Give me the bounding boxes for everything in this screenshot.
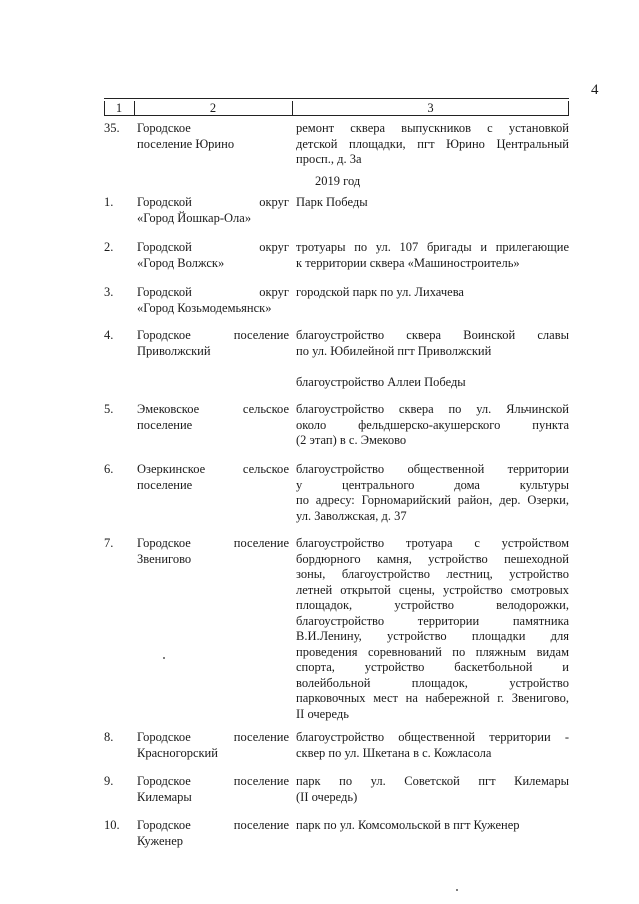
municipality-name [137, 285, 289, 316]
project-description-line: зоны, благоустройство лестниц, устройство [296, 567, 569, 581]
row-number: 10. [104, 818, 120, 832]
municipality-name [137, 730, 289, 761]
municipality-name-line: поселение Юрино [137, 136, 235, 151]
row-number: 3. [104, 285, 114, 299]
project-description-line: благоустройство сквера по ул. Яльчинской [296, 402, 569, 416]
municipality-name-line: Звенигово [137, 551, 192, 566]
municipality-name-line: Городское [137, 121, 191, 135]
municipality-name-line: поселение [137, 477, 193, 492]
project-description-line: просп., д. 3а [296, 152, 362, 166]
municipality-name-line: Озеркинское сельское [137, 462, 289, 476]
header-col-1: 1 [115, 101, 123, 115]
municipality-name-line: Городской округ [137, 195, 289, 209]
municipality-name-line: Городское поселение [137, 818, 289, 832]
municipality-name [137, 240, 289, 271]
project-description-line: по адресу: Горномарийский район, дер. Озерки, [296, 493, 569, 507]
municipality-name [137, 818, 289, 849]
municipality-name [137, 774, 289, 805]
municipality-name-line: Городское поселение [137, 774, 289, 788]
project-description-line: благоустройство сквера Воинской славы [296, 328, 569, 342]
municipality-name-line: Красногорский [137, 745, 218, 760]
project-description-line: волейбольной площадок, устройство [296, 675, 569, 690]
project-description-line: бордюрного камня, устройство пешеходной [296, 551, 569, 566]
row-number: 2. [104, 240, 114, 254]
municipality-name [137, 462, 289, 493]
row-number: 4. [104, 328, 114, 342]
municipality-name-line: Куженер [137, 833, 183, 848]
project-description-line: по ул. Юбилейной пгт Приволжский [296, 343, 492, 358]
spacer [296, 359, 569, 375]
row-number: 1. [104, 195, 114, 209]
row-number: 6. [104, 462, 114, 476]
project-description-line: детской площадки, пгт Юрино Центральный [296, 136, 569, 151]
project-description-line: спорта, устройство баскетбольной и [296, 660, 569, 674]
municipality-name-line: Эмековское сельское [137, 402, 289, 416]
scan-speck [456, 889, 458, 891]
municipality-name-line: Приволжский [137, 343, 211, 358]
municipality-name-line: Килемары [137, 789, 192, 804]
header-col-3: 3 [427, 101, 434, 115]
municipality-name-line: «Город Волжск» [137, 255, 225, 270]
municipality-name-line: «Город Йошкар-Ола» [137, 210, 252, 225]
project-description-line: парк по ул. Комсомольской в пгт Куженер [296, 818, 520, 832]
project-description-line: В.И.Ленину, устройство площадки для [296, 629, 569, 643]
municipality-name-line: Городское поселение [137, 328, 289, 342]
project-description-line: площадок, устройство велодорожки, [296, 598, 569, 612]
project-description [296, 536, 569, 722]
municipality-name [137, 195, 289, 226]
project-description-line: тротуары по ул. 107 бригады и прилегающие [296, 240, 569, 254]
project-description-line: летней открытой сцены, устройство смотровых [296, 582, 569, 597]
project-description-line: благоустройство тротуара с устройством [296, 536, 569, 550]
row-number: 35. [104, 121, 120, 135]
municipality-name-line: «Город Козьмодемьянск» [137, 300, 272, 315]
project-description-line: (2 этап) в с. Эмеково [296, 433, 407, 447]
header-col-2: 2 [209, 101, 217, 115]
project-description [296, 818, 569, 834]
municipality-name-line: Городской округ [137, 240, 289, 254]
project-description-line: городской парк по ул. Лихачева [296, 285, 464, 299]
project-description [296, 402, 569, 449]
table-header [104, 101, 569, 115]
row-number: 5. [104, 402, 114, 416]
municipality-name [137, 328, 289, 359]
municipality-name [137, 536, 289, 567]
municipality-name-line: Городское поселение [137, 730, 289, 744]
project-description-line: (II очередь) [296, 789, 358, 804]
municipality-name [137, 402, 289, 433]
project-description-line: ул. Заволжская, д. 37 [296, 508, 407, 523]
page-number: 4 [591, 82, 599, 98]
project-description [296, 121, 569, 168]
project-description [296, 285, 569, 301]
municipality-name-line: Городской округ [137, 285, 289, 299]
year-label: 2019 год [315, 174, 361, 188]
project-description-line: около фельдшерско-акушерского пункта [296, 417, 569, 432]
table-header-bottom-border [104, 115, 569, 116]
municipality-name-line: поселение [137, 417, 193, 432]
project-description-line: парк по ул. Советской пгт Килемары [296, 774, 569, 788]
row-number: 7. [104, 536, 114, 550]
project-description [296, 195, 569, 211]
project-description-line: Парк Победы [296, 195, 368, 209]
project-description [296, 240, 569, 271]
scan-speck [163, 657, 165, 659]
project-description-line: к территории сквера «Машиностроитель» [296, 255, 520, 270]
project-description [296, 730, 569, 761]
table-top-border [104, 98, 569, 99]
project-description-line: II очередь [296, 706, 349, 721]
municipality-name [137, 121, 289, 152]
project-description-line: благоустройство общественной территории [296, 462, 569, 476]
project-description-line: у центрального дома культуры [296, 477, 569, 492]
project-description-line: сквер по ул. Шкетана в с. Кожласола [296, 745, 492, 760]
project-description-extra: благоустройство Аллеи Победы [296, 374, 466, 389]
municipality-name-line: Городское поселение [137, 536, 289, 550]
project-description [296, 462, 569, 524]
row-number: 8. [104, 730, 114, 744]
project-description-line: благоустройство общественной территории - [296, 730, 569, 744]
project-description-line: ремонт сквера выпускников с установкой [296, 121, 569, 135]
row-number: 9. [104, 774, 114, 788]
project-description [296, 328, 569, 390]
project-description-line: парковочных мест на набережной г. Звенигово, [296, 691, 569, 705]
project-description-line: благоустройство территории памятника [296, 613, 569, 628]
project-description [296, 774, 569, 805]
project-description-line: проведения соревнований по пляжным видам [296, 644, 569, 659]
